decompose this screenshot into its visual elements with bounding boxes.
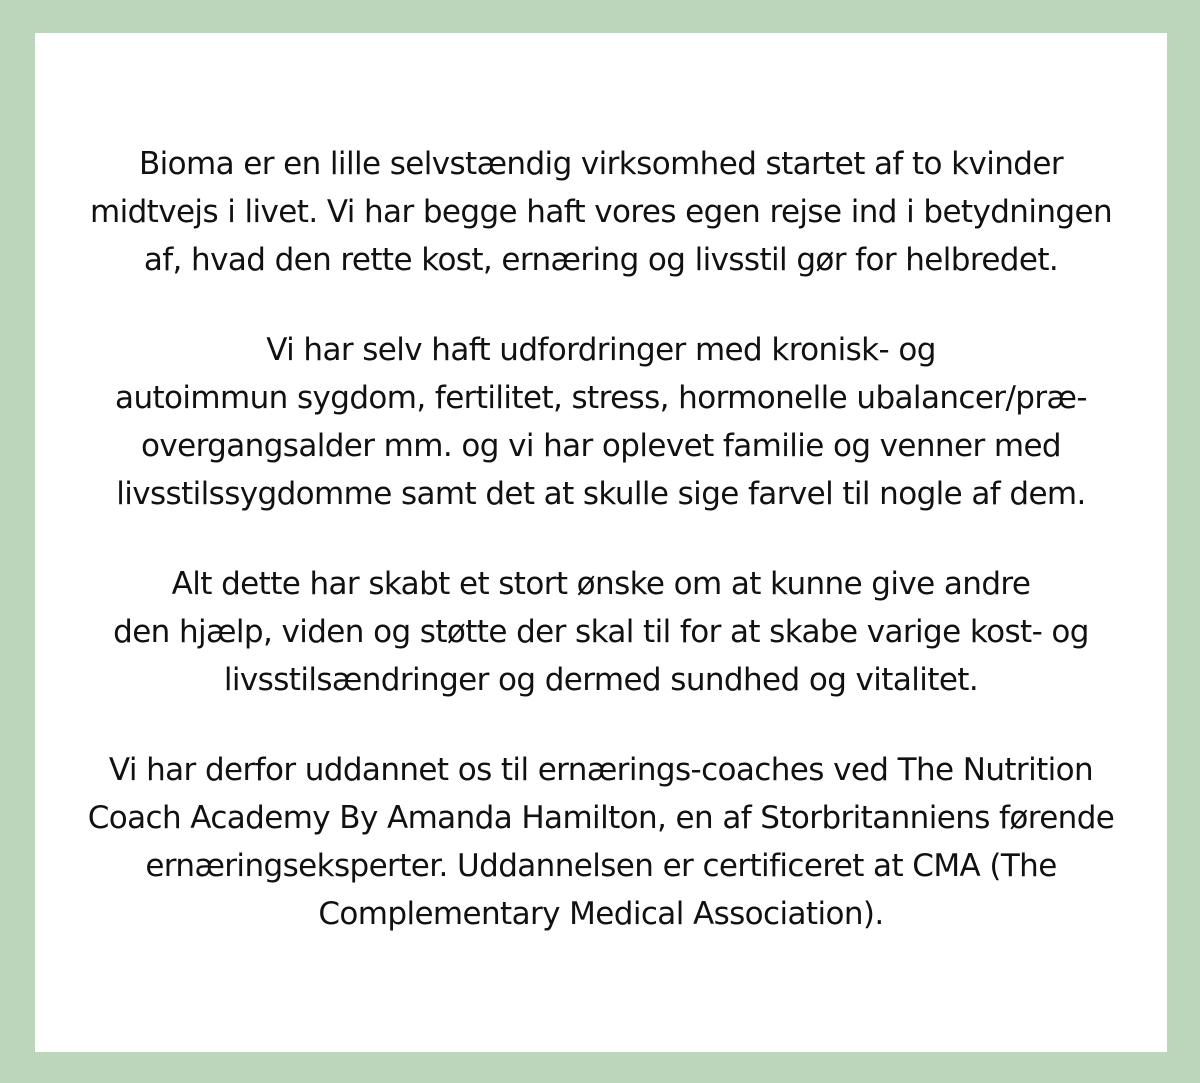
text-line: Vi har derfor uddannet os til ernærings-coaches ved The Nutrition xyxy=(108,752,1094,788)
paragraph-challenges xyxy=(35,326,1167,518)
paragraph-education xyxy=(35,746,1167,938)
text-line: livsstilssygdomme samt det at skulle sige farvel til nogle af dem. xyxy=(116,476,1086,512)
text-line: livsstilsændringer og dermed sundhed og vitalitet. xyxy=(223,662,979,698)
text-line: Vi har selv haft udfordringer med kronisk- og xyxy=(266,332,936,368)
text-line: midtvejs i livet. Vi har begge haft vores egen rejse ind i betydningen xyxy=(89,194,1113,230)
text-line: autoimmun sygdom, fertilitet, stress, hormonelle ubalancer/præ- xyxy=(115,380,1087,416)
text-line: den hjælp, viden og støtte der skal til for at skabe varige kost- og xyxy=(113,614,1089,650)
text-line: Coach Academy By Amanda Hamilton, en af Storbritanniens førende xyxy=(87,800,1115,836)
text-line: ernæringseksperter. Uddannelsen er certificeret at CMA (The xyxy=(145,848,1057,884)
text-line: af, hvad den rette kost, ernæring og livsstil gør for helbredet. xyxy=(143,242,1059,278)
text-line: Alt dette har skabt et stort ønske om at kunne give andre xyxy=(171,566,1031,602)
about-text xyxy=(35,140,1167,980)
text-line: Complementary Medical Association). xyxy=(318,896,884,932)
text-line: overgangsalder mm. og vi har oplevet familie og venner med xyxy=(140,428,1061,464)
text-line: Bioma er en lille selvstændig virksomhed startet af to kvinder xyxy=(138,146,1063,182)
paragraph-intro xyxy=(35,140,1167,284)
content-panel xyxy=(35,33,1167,1052)
paragraph-motivation xyxy=(35,560,1167,704)
